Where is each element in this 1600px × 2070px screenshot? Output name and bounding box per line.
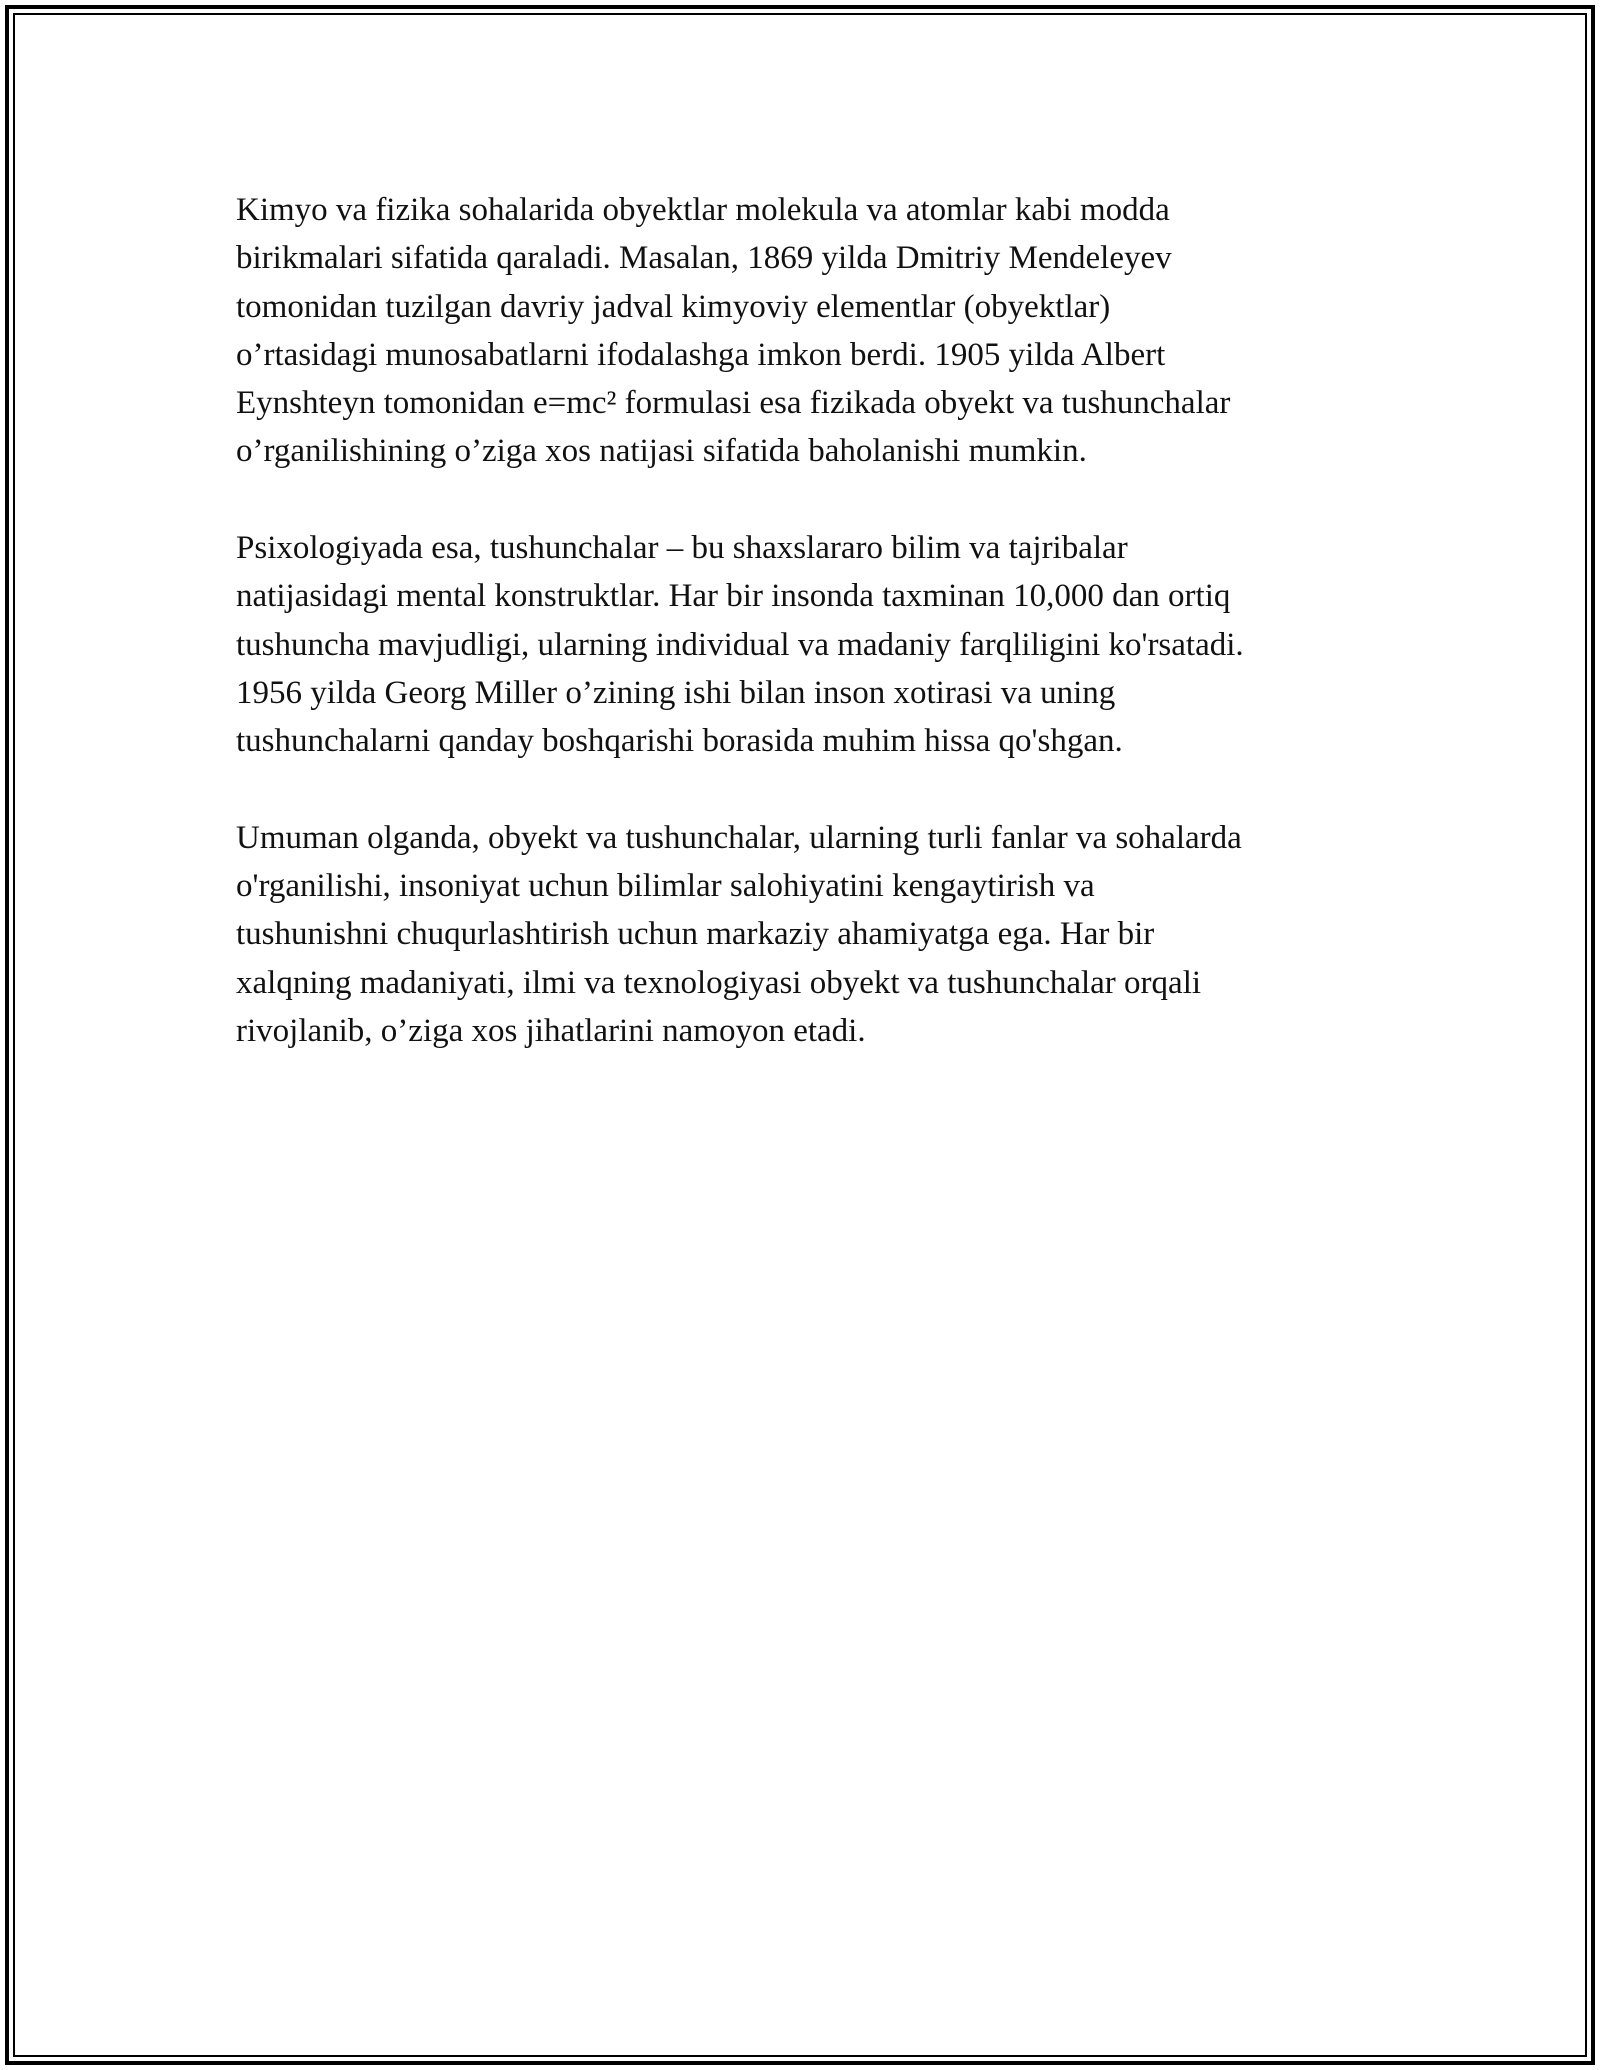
paragraph-1 bbox=[236, 186, 1376, 476]
paragraph-line: xalqning madaniyati, ilmi va texnologiyasi obyekt va tushunchalar orqali bbox=[236, 964, 1202, 1001]
paragraph-line: o’rganilishining o’ziga xos natijasi sifatida baholanishi mumkin. bbox=[236, 433, 1087, 470]
paragraph-line: natijasidagi mental konstruktlar. Har bir insonda taxminan 10,000 dan ortiq bbox=[236, 578, 1231, 615]
paragraph-3 bbox=[236, 814, 1376, 1055]
paragraph-line: tushunishni chuqurlashtirish uchun markaziy ahamiyatga ega. Har bir bbox=[236, 916, 1155, 953]
paragraph-line: Umuman olganda, obyekt va tushunchalar, ularning turli fanlar va sohalarda bbox=[236, 819, 1242, 856]
document-body bbox=[236, 186, 1376, 1104]
paragraph-line: rivojlanib, o’ziga xos jihatlarini namoyon etadi. bbox=[236, 1013, 866, 1050]
paragraph-line: tomonidan tuzilgan davriy jadval kimyoviy elementlar (obyektlar) bbox=[236, 288, 1111, 325]
paragraph-line: tushuncha mavjudligi, ularning individual va madaniy farqliligini ko'rsatadi. bbox=[236, 626, 1244, 663]
paragraph-line: o'rganilishi, insoniyat uchun bilimlar salohiyatini kengaytirish va bbox=[236, 868, 1095, 905]
paragraph-line: Kimyo va fizika sohalarida obyektlar molekula va atomlar kabi modda bbox=[236, 192, 1170, 228]
paragraph-line: Eynshteyn tomonidan e=mc² formulasi esa fizikada obyekt va tushunchalar bbox=[236, 385, 1231, 422]
paragraph-line: tushunchalarni qanday boshqarishi borasida muhim hissa qo'shgan. bbox=[236, 723, 1123, 760]
paragraph-line: 1956 yilda Georg Miller o’zining ishi bilan inson xotirasi va uning bbox=[236, 674, 1116, 711]
paragraph-line: o’rtasidagi munosabatlarni ifodalashga imkon berdi. 1905 yilda Albert bbox=[236, 336, 1166, 373]
paragraph-2 bbox=[236, 524, 1376, 765]
paragraph-line: birikmalari sifatida qaraladi. Masalan, 1869 yilda Dmitriy Mendeleyev bbox=[236, 240, 1172, 277]
paragraph-line: Psixologiyada esa, tushunchalar – bu shaxslararo bilim va tajribalar bbox=[236, 530, 1128, 567]
